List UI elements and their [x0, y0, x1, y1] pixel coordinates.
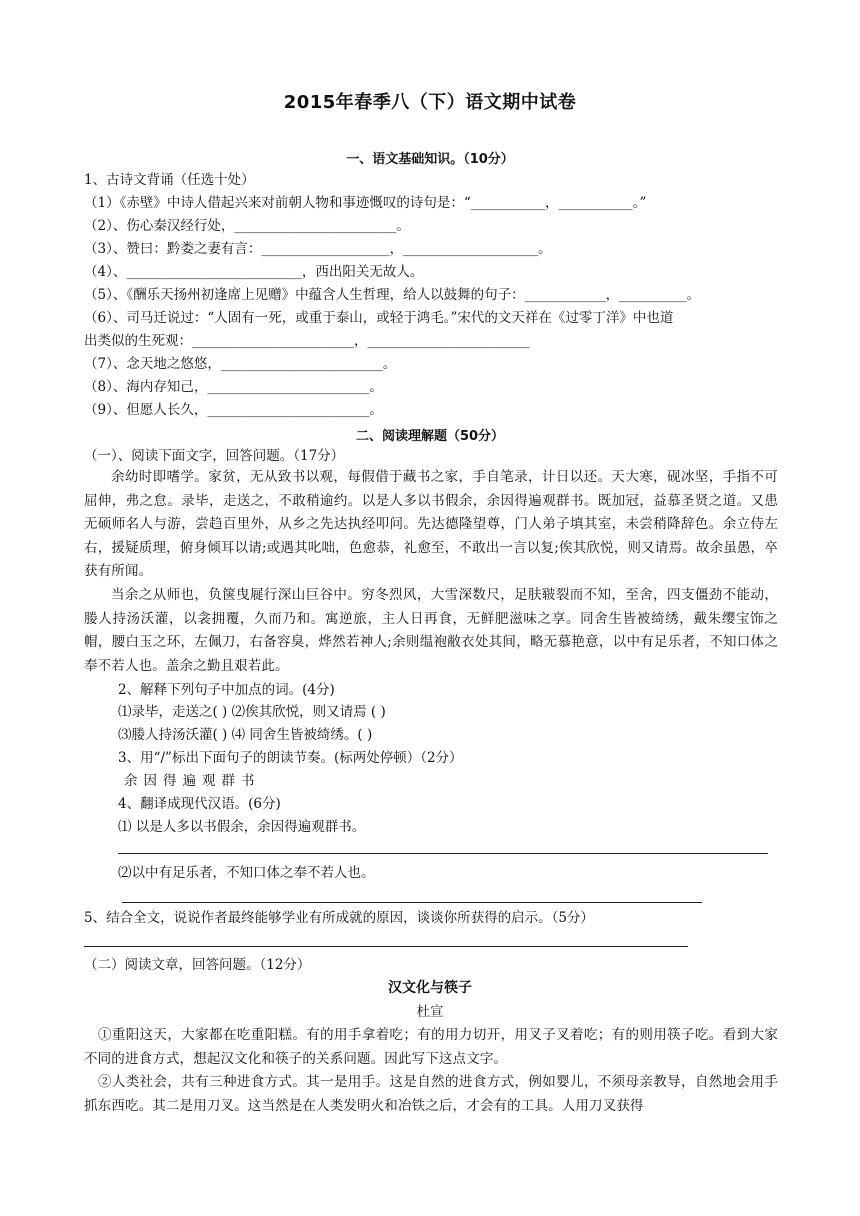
q4-item-2: ⑵以中有足乐者，不知口体之奉不若人也。 [118, 865, 375, 881]
q3-sentence: 余因得遍观群书 [124, 773, 261, 789]
recite-item-5: （5）、《酬乐天扬州初逢席上见赠》中蕴含人生哲理，给人以鼓舞的句子：____________，__________。 [84, 287, 701, 303]
q4-text: 4、翻译成现代汉语。(6分) [118, 796, 281, 812]
q2-text: 2、解释下列句子中加点的词。(4分) [118, 682, 335, 698]
q1-title: 1、古诗文背诵（任选十处） [84, 172, 255, 188]
recite-item-7: （7）、念天地之悠悠，________________________。 [84, 356, 397, 372]
recite-item-1: （1）《赤壁》中诗人借起兴来对前朝人物和事迹慨叹的诗句是：“___________，___________。” [84, 195, 647, 211]
answer-line-q4-2[interactable] [122, 902, 702, 903]
q5-text: 5、结合全文，说说作者最终能够学业有所成就的原因，谈谈你所获得的启示。（5分） [84, 910, 594, 926]
recite-item-8: （8）、海内存知己，________________________。 [84, 379, 383, 395]
q2-line-1: ⑴录毕，走送之( ) ⑵俟其欣悦，则又请焉 ( ) [118, 704, 386, 720]
recite-item-3: （3）、赞曰：黔娄之妻有言：___________________，____________________。 [84, 241, 552, 257]
article-paragraph-1: ①重阳这天，大家都在吃重阳糕。有的用手拿着吃；有的用力切开，用叉子叉着吃；有的则用筷子吃。看到大家不同的进食方式，想起汉文化和筷子的关系问题。因此写下这点文字。 [84, 1027, 778, 1067]
article-author: 杜宣 [416, 1004, 444, 1020]
article-title: 汉文化与筷子 [388, 980, 472, 996]
section2-heading: 二、阅读理解题（50分） [355, 429, 505, 444]
recite-item-2: （2）、伤心秦汉经行处，________________________。 [84, 218, 410, 234]
section1-heading: 一、语文基础知识。（10分） [346, 152, 514, 167]
recite-item-6a: （6）、司马迁说过：“人固有一死，或重于泰山，或轻于鸿毛。”宋代的文天祥在《过零丁洋》中也道 [84, 310, 674, 326]
recite-item-9: （9）、但愿人长久，________________________。 [84, 402, 383, 418]
q3-text: 3、用“/”标出下面句子的朗读节奏。(标两处停顿）（2分） [118, 750, 463, 766]
q4-item-1: ⑴ 以是人多以书假余，余因得遍观群书。 [118, 819, 366, 835]
passage-paragraph-1: 余幼时即嗜学。家贫，无从致书以观，每假借于藏书之家，手自笔录，计日以还。天大寒，砚冰坚，手指不可屈伸，弗之怠。录毕，走送之，不敢稍逾约。以是人多以书假余，余因得遍观群书。既加冠，益慕圣贤之道。又患无硕师名人与游，尝趋百里外，从乡之先达执经叩问。先达德隆望尊，门人弟子填其室，未尝稍降辞色。余立侍左右，援疑质理，俯身倾耳以请;或遇其叱咄，色愈恭，礼愈至，不敢出一言以复;俟其欣悦，则又请焉。故余虽愚，卒获有所闻。 [84, 469, 778, 580]
recite-item-4: （4）、__________________________，西出阳关无故人。 [84, 264, 424, 280]
page-title: 2015年春季八（下）语文期中试卷 [283, 92, 577, 113]
recite-item-6b: 出类似的生死观：________________________，________________________ [84, 333, 530, 349]
article-paragraph-2: ②人类社会，共有三种进食方式。其一是用手。这是自然的进食方式，例如婴儿，不须母亲教导，自然地会用手抓东西吃。其二是用刀叉。这当然是在人类发明火和冶铁之后，才会有的工具。人用刀叉获得 [84, 1074, 778, 1114]
q2-line-2: ⑶媵人持汤沃灌( ) ⑷ 同舍生皆被绮绣。( ) [118, 727, 373, 743]
passage-paragraph-2: 当余之从师也，负箧曳屣行深山巨谷中。穷冬烈风，大雪深数尺，足肤皲裂而不知，至舍，四支僵劲不能动，媵人持汤沃灌，以衾拥覆，久而乃和。寓逆旅，主人日再食，无鲜肥滋味之享。同舍生皆被绮绣，戴朱缨宝饰之帽，腰白玉之环，左佩刀，右备容臭，烨然若神人;余则缊袍敝衣处其间，略无慕艳意，以中有足乐者，不知口体之奉不若人也。盖余之勤且艰若此。 [84, 587, 778, 674]
part2-intro: （二）阅读文章，回答问题。（12分） [84, 957, 311, 973]
answer-line-q5[interactable] [84, 946, 688, 947]
answer-line-q4-1[interactable] [118, 853, 768, 854]
part1-intro: （一）、阅读下面文字，回答问题。（17分） [84, 448, 345, 464]
